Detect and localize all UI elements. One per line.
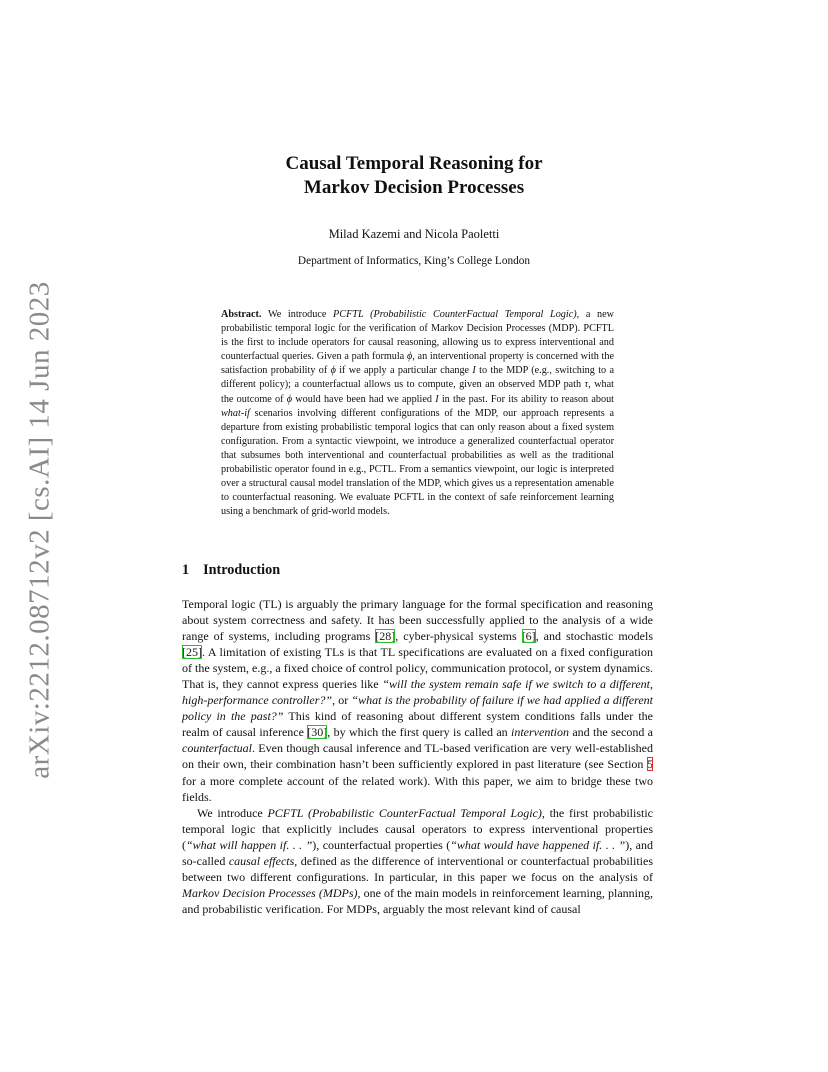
body-text: . A limitation of existing TLs is that TL specifications are evaluated on a fixed configuration of the system, e.g., a fixed choice of control policy, communication protocol, or system dynamics. That is, they cannot express queries like [182, 645, 653, 692]
body-text: , one of the main models in reinforcement learning, planning, and probabilistic verification. For MDPs, arguably the most relevant kind of causal [182, 885, 653, 916]
body-text: . Even though causal inference and TL-based verification are very well-established on their own, their combination hasn’t been sufficiently explored in past literature (see Section [182, 741, 653, 772]
section-number: 1 [182, 562, 190, 578]
body-text: , cyber-physical systems [395, 629, 522, 644]
term-intervention: intervention [511, 725, 569, 740]
term-mdp: Markov Decision Processes (MDPs) [182, 885, 358, 900]
math-symbol-tau: τ [584, 379, 589, 391]
body-text: ), counterfactual properties ( [312, 837, 451, 852]
math-symbol-phi: ϕ [406, 351, 413, 363]
body-text: Temporal logic (TL) is arguably the primary language for the formal specification and reasoning about system correctness and safety. It has been successfully applied to the analysis of a wide range of systems, including programs [182, 597, 653, 644]
body-text: for a more complete account of the related work). With this paper, we aim to bridge these two fields. [182, 773, 653, 804]
body-text: , and stochastic models [535, 629, 653, 644]
math-symbol-i: I [472, 365, 476, 377]
example-query-wouldhave: “what would have happened if. . . ” [450, 837, 626, 852]
abstract-text: scenarios involving different configurations of the MDP, our approach represents a departure from existing probabilistic temporal logics that can only reason about a fixed system configuration. From a syntactic viewpoint, we introduce a generalized counterfactual operator that subsumes both interventional and counterfactual probabilities as well as the traditional probabilistic operator found in e.g., PCTL. From a semantics viewpoint, our logic is interpreted over a structural causal model translation of the MDP, which gives us a representation amenable to counterfactual reasoning. We evaluate PCFTL in the context of safe reinforcement learning using a benchmark of grid-world models. [221, 407, 614, 518]
paper-affiliation: Department of Informatics, King’s College London [297, 255, 531, 267]
abstract-logic-name: PCFTL (Probabilistic CounterFactual Temporal Logic) [333, 309, 577, 320]
abstract-block [221, 308, 614, 519]
introduction-body [182, 596, 653, 917]
body-text: , defined as the difference of interventional or counterfactual probabilities between two different configurations. In particular, in this paper we focus on the analysis of [182, 853, 654, 884]
math-symbol-phi: ϕ [286, 393, 293, 405]
term-causal-effects: causal effects [228, 853, 295, 868]
abstract-text: if we apply a particular change [335, 365, 473, 377]
paper-title [0, 152, 828, 200]
citation-link-25[interactable]: [25] [182, 645, 202, 660]
example-query-whatif: “what will happen if. . . ” [186, 837, 313, 852]
intro-paragraph-1 [182, 596, 653, 805]
abstract-text: in the past. For its ability to reason about [438, 393, 615, 405]
term-counterfactual: counterfactual [182, 741, 252, 756]
citation-link-6[interactable]: [6] [521, 629, 536, 644]
section-title: Introduction [203, 562, 281, 578]
citation-link-30[interactable]: [30] [307, 725, 328, 740]
abstract-label: Abstract. [221, 309, 262, 320]
body-text: ), and so-called [182, 837, 654, 868]
citation-link-28[interactable]: [28] [375, 629, 396, 644]
term-pcftl: PCFTL (Probabilistic CounterFactual Temporal Logic) [267, 805, 542, 820]
section-heading-introduction [182, 562, 280, 579]
math-symbol-phi: ϕ [330, 365, 336, 377]
paper-title-line-2: Markov Decision Processes [303, 177, 525, 198]
body-text: We introduce [197, 805, 268, 820]
section-link-5[interactable]: 5 [647, 757, 653, 772]
paper-authors: Milad Kazemi and Nicola Paoletti [328, 227, 500, 241]
body-text: , the first probabilistic temporal logic that explicitly includes causal operators to express interventional properties ( [182, 805, 653, 852]
example-query-2: “what is the probability of failure if we had applied a different policy in the past?” [182, 693, 654, 724]
abstract-text: would have been had we applied [292, 393, 436, 405]
arxiv-identifier-stamp: arXiv:2212.08712v2 [cs.AI] 14 Jun 2023 [23, 281, 56, 779]
example-query-1: “will the system remain safe if we switch to a different, high-performance controller?” [182, 677, 653, 708]
abstract-text: to the MDP (e.g., switching to a different policy); a counterfactual allows us to compute, given an observed MDP path [221, 365, 614, 391]
math-symbol-i: I [435, 393, 439, 405]
abstract-emphasis-whatif: what-if [221, 407, 250, 419]
body-text: and the second a [568, 725, 653, 740]
intro-paragraph-2 [182, 805, 653, 917]
abstract-text: , an interventional property is concerned with the satisfaction probability of [221, 351, 614, 377]
paper-title-line-1: Causal Temporal Reasoning for [285, 153, 543, 174]
abstract-text: , a new probabilistic temporal logic for the verification of Markov Decision Processes (MDP). PCFTL is the first to include operators for causal reasoning, allowing us to express interventional and counterfactual queries. Given a path formula [221, 309, 614, 363]
abstract-text: , what the outcome of [221, 379, 614, 405]
abstract-text: We introduce [261, 309, 334, 320]
body-text: , by which the first query is called an [327, 725, 511, 740]
body-text: , or [332, 693, 352, 708]
body-text: This kind of reasoning about different system conditions falls under the realm of causal inference [182, 709, 654, 740]
